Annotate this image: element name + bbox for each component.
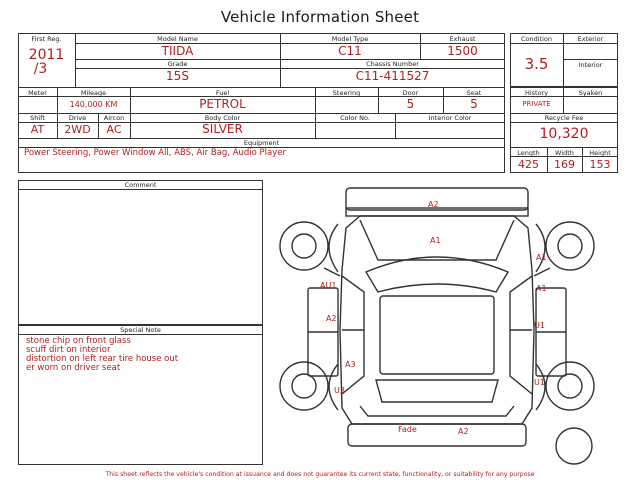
width-label: Width bbox=[555, 149, 574, 157]
front-grille-shape bbox=[346, 208, 528, 216]
disclaimer-footer: This sheet reflects the vehicle's condition at issuance and does not guarantee its current state, functionality, or suitability for any purpose bbox=[105, 471, 535, 478]
mark-front-bumper: A2 bbox=[428, 200, 439, 209]
first-reg-label: First Reg. bbox=[31, 35, 62, 43]
model-name-value: TIIDA bbox=[161, 44, 194, 58]
windshield-shape bbox=[366, 257, 508, 292]
body-color-value: SILVER bbox=[202, 122, 243, 136]
car-damage-diagram bbox=[268, 180, 618, 470]
grade-label: Grade bbox=[167, 60, 188, 68]
rear-window-shape bbox=[376, 380, 498, 402]
exhaust-value: 1500 bbox=[447, 44, 478, 58]
sheet-title: Vehicle Information Sheet bbox=[220, 8, 420, 26]
seat-label: Seat bbox=[466, 89, 482, 97]
special-note-label: Special Note bbox=[120, 326, 161, 334]
mark-trunk: Fade bbox=[398, 425, 417, 434]
special-note-line: stone chip on front glass bbox=[26, 336, 131, 346]
car-body-outline bbox=[340, 216, 534, 424]
equipment-value: Power Steering, Power Window All, ABS, Air Bag, Audio Player bbox=[24, 148, 287, 158]
comment-label: Comment bbox=[124, 181, 157, 189]
mark-left-rear-fender: U3 bbox=[334, 386, 345, 395]
model-type-value: C11 bbox=[338, 44, 362, 58]
mark-hood: A1 bbox=[430, 236, 441, 245]
syaken-label: Syaken bbox=[578, 89, 603, 97]
width-value: 169 bbox=[554, 158, 575, 171]
mark-left-front-door: A2 bbox=[326, 314, 337, 323]
length-label: Length bbox=[517, 149, 540, 157]
mark-right-rear-fender: U1 bbox=[534, 378, 545, 387]
height-label: Height bbox=[589, 149, 611, 157]
right-side-panel bbox=[510, 276, 532, 394]
fuel-value: PETROL bbox=[199, 97, 246, 111]
mark-right-rear-door: U1 bbox=[534, 321, 545, 330]
aircon-value: AC bbox=[106, 123, 122, 136]
length-value: 425 bbox=[518, 158, 539, 171]
chassis-number-value: C11-411527 bbox=[355, 69, 430, 83]
mark-left-rear-door: A3 bbox=[345, 360, 356, 369]
equipment-label: Equipment bbox=[243, 139, 280, 147]
exterior-label: Exterior bbox=[577, 35, 604, 43]
special-note-line: scuff dirt on interior bbox=[26, 345, 111, 355]
height-value: 153 bbox=[589, 158, 611, 171]
special-note-line: er worn on driver seat bbox=[26, 363, 121, 373]
color-no-label: Color No. bbox=[340, 114, 370, 122]
mark-right-front-fender: A1 bbox=[536, 253, 547, 262]
door-label: Door bbox=[402, 89, 419, 97]
exhaust-label: Exhaust bbox=[449, 35, 476, 43]
wheel-front-right bbox=[546, 222, 594, 270]
special-note-line: distortion on left rear tire house out bbox=[26, 354, 179, 364]
shift-value: AT bbox=[30, 123, 45, 136]
drive-label: Drive bbox=[68, 114, 87, 122]
wheel-rear-right bbox=[546, 362, 594, 410]
spare-tire bbox=[556, 428, 592, 464]
shift-label: Shift bbox=[30, 114, 45, 122]
interior-label: Interior bbox=[578, 61, 603, 69]
drive-value: 2WD bbox=[64, 123, 91, 136]
seat-value: 5 bbox=[470, 97, 478, 111]
chassis-number-label: Chassis Number bbox=[366, 60, 419, 68]
recycle-fee-label: Recycle Fee bbox=[544, 114, 584, 122]
interior-color-label: Interior Color bbox=[428, 114, 472, 122]
comment-box bbox=[18, 180, 263, 325]
left-side-panel bbox=[342, 276, 364, 394]
rear-bumper-shape bbox=[348, 424, 526, 446]
mileage-value: 140,000 KM bbox=[69, 100, 118, 109]
mark-right-front-door: A1 bbox=[536, 284, 547, 293]
recycle-fee-value: 10,320 bbox=[539, 126, 589, 142]
roof-shape bbox=[380, 296, 494, 374]
condition-label: Condition bbox=[520, 35, 553, 43]
mark-rear-bumper: A2 bbox=[458, 427, 469, 436]
door-value: 5 bbox=[406, 97, 415, 111]
wheel-rear-left bbox=[280, 362, 328, 410]
model-type-label: Model Type bbox=[331, 35, 369, 43]
history-value: PRIVATE bbox=[522, 100, 551, 108]
aircon-label: Aircon bbox=[103, 114, 125, 122]
history-label: History bbox=[524, 89, 549, 97]
mark-left-front-fender: AU1 bbox=[320, 281, 337, 290]
mileage-label: Mileage bbox=[80, 89, 107, 97]
grade-value: 15S bbox=[166, 69, 189, 83]
condition-value: 3.5 bbox=[524, 55, 549, 73]
model-name-label: Model Name bbox=[157, 35, 198, 43]
fuel-label: Fuel bbox=[215, 89, 230, 97]
meter-label: Meter bbox=[28, 89, 47, 97]
wheel-front-left bbox=[280, 222, 328, 270]
first-reg-month: /3 bbox=[33, 61, 48, 77]
first-reg-year: 2011 bbox=[28, 47, 65, 63]
steering-label: Steering bbox=[332, 89, 361, 97]
body-color-label: Body Color bbox=[204, 114, 241, 122]
